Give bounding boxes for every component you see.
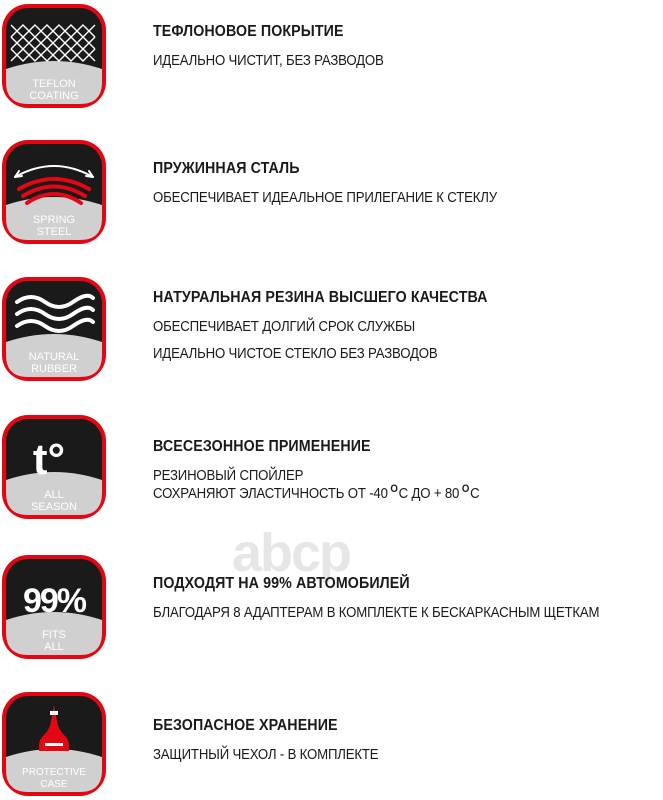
feature-description: ОБЕСПЕЧИВАЕТ ДОЛГИЙ СРОК СЛУЖБЫ <box>153 318 415 335</box>
feature-title: ПРУЖИННАЯ СТАЛЬ <box>153 160 300 177</box>
badge-line-2: RUBBER <box>31 363 77 375</box>
degree-symbol: О <box>461 483 470 495</box>
badge-line-2: ALL <box>44 641 64 653</box>
badge-line-2: STEEL <box>36 226 72 238</box>
badge-line-1: ALL <box>44 489 64 501</box>
degree-symbol: О <box>390 483 398 495</box>
badge-line-1: TEFLON <box>32 78 76 90</box>
feature-description: БЛАГОДАРЯ 8 АДАПТЕРАМ В КОМПЛЕКТЕ К БЕСКАРКАСНЫМ ЩЕТКАМ <box>153 604 600 621</box>
natural-rubber-icon <box>1 276 107 382</box>
teflon-coating-icon <box>1 3 107 109</box>
watermark: abcp <box>232 523 351 583</box>
badge-symbol: 99% <box>22 582 86 620</box>
temp-suffix: С <box>470 485 480 502</box>
feature-description: ЗАЩИТНЫЙ ЧЕХОЛ - В КОМПЛЕКТЕ <box>153 746 379 763</box>
badge-line-1: NATURAL <box>28 351 80 363</box>
protective-case-icon <box>1 691 107 797</box>
badge-line-2: CASE <box>40 779 68 790</box>
badge-symbol: t° <box>32 435 66 484</box>
feature-description: РЕЗИНОВЫЙ СПОЙЛЕР <box>153 467 304 484</box>
temperature-range <box>153 485 602 504</box>
feature-description: ИДЕАЛЬНО ЧИСТИТ, БЕЗ РАЗВОДОВ <box>153 52 384 69</box>
feature-title: ВСЕСЕЗОННОЕ ПРИМЕНЕНИЕ <box>153 438 371 455</box>
badge-line-2: SEASON <box>31 501 77 513</box>
feature-description: ОБЕСПЕЧИВАЕТ ИДЕАЛЬНОЕ ПРИЛЕГАНИЕ К СТЕКЛУ <box>153 189 497 206</box>
temp-mid: С ДО + 80 <box>398 485 460 502</box>
feature-title: ТЕФЛОНОВОЕ ПОКРЫТИЕ <box>153 23 344 40</box>
feature-title: НАТУРАЛЬНАЯ РЕЗИНА ВЫСШЕГО КАЧЕСТВА <box>153 289 488 306</box>
badge-line-2: COATING <box>29 90 79 102</box>
spring-steel-icon <box>1 139 107 245</box>
temp-prefix: СОХРАНЯЮТ ЭЛАСТИЧНОСТЬ ОТ -40 <box>153 485 388 502</box>
badge-line-1: PROTECTIVE <box>22 767 86 778</box>
feature-title: БЕЗОПАСНОЕ ХРАНЕНИЕ <box>153 717 338 734</box>
fits-all-icon <box>1 554 107 660</box>
all-season-icon <box>1 414 107 520</box>
badge-line-1: FITS <box>42 629 66 641</box>
feature-title: ПОДХОДЯТ НА 99% АВТОМОБИЛЕЙ <box>153 575 410 592</box>
feature-description: ИДЕАЛЬНО ЧИСТОЕ СТЕКЛО БЕЗ РАЗВОДОВ <box>153 345 438 362</box>
badge-line-1: SPRING <box>32 214 76 226</box>
